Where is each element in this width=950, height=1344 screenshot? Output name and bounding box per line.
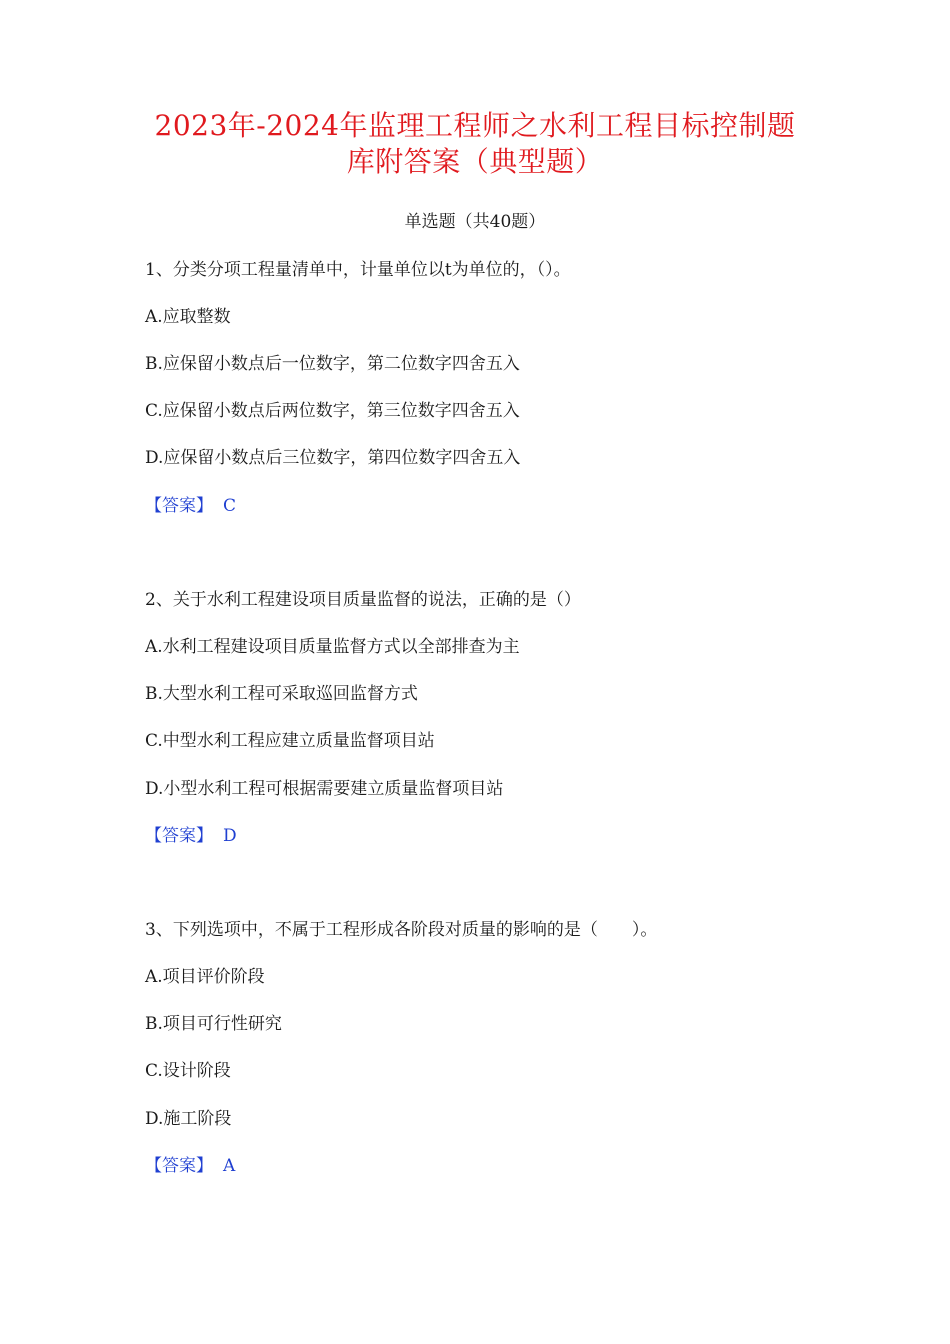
answer-label: 【答案】 <box>145 496 213 516</box>
section-heading: 单选题（共40题） <box>404 212 546 232</box>
question-2-option-a: A.水利工程建设项目质量监督方式以全部排查为主 <box>145 637 520 657</box>
question-2-option-b: B.大型水利工程可采取巡回监督方式 <box>145 684 418 704</box>
answer-value: C <box>223 496 237 516</box>
question-1-option-a: A.应取整数 <box>145 307 231 327</box>
question-3-answer <box>145 1154 235 1178</box>
question-2-option-d: D.小型水利工程可根据需要建立质量监督项目站 <box>145 779 504 799</box>
answer-label: 【答案】 <box>145 1156 213 1176</box>
question-3-stem: 3、下列选项中，不属于工程形成各阶段对质量的影响的是（ ）。 <box>145 920 658 940</box>
question-3-option-b: B.项目可行性研究 <box>145 1014 282 1034</box>
question-1-option-d: D.应保留小数点后三位数字，第四位数字四舍五入 <box>145 448 521 468</box>
answer-value: A <box>223 1156 236 1176</box>
question-1-answer <box>145 494 236 518</box>
answer-value: D <box>223 826 237 846</box>
document-title-line-2: 库附答案（典型题） <box>346 145 604 178</box>
question-1-option-c: C.应保留小数点后两位数字，第三位数字四舍五入 <box>145 401 520 421</box>
answer-label: 【答案】 <box>145 826 213 846</box>
question-3-option-d: D.施工阶段 <box>145 1109 232 1129</box>
question-2-answer <box>145 824 237 848</box>
question-3-option-c: C.设计阶段 <box>145 1061 231 1081</box>
question-1-option-b: B.应保留小数点后一位数字，第二位数字四舍五入 <box>145 354 520 374</box>
question-3-option-a: A.项目评价阶段 <box>145 967 265 987</box>
question-2-option-c: C.中型水利工程应建立质量监督项目站 <box>145 731 435 751</box>
document-title-line-1: 2023年-2024年监理工程师之水利工程目标控制题 <box>154 109 796 142</box>
question-2-stem: 2、关于水利工程建设项目质量监督的说法，正确的是（） <box>145 590 581 610</box>
question-1-stem: 1、分类分项工程量清单中，计量单位以t为单位的，（）。 <box>145 260 571 280</box>
